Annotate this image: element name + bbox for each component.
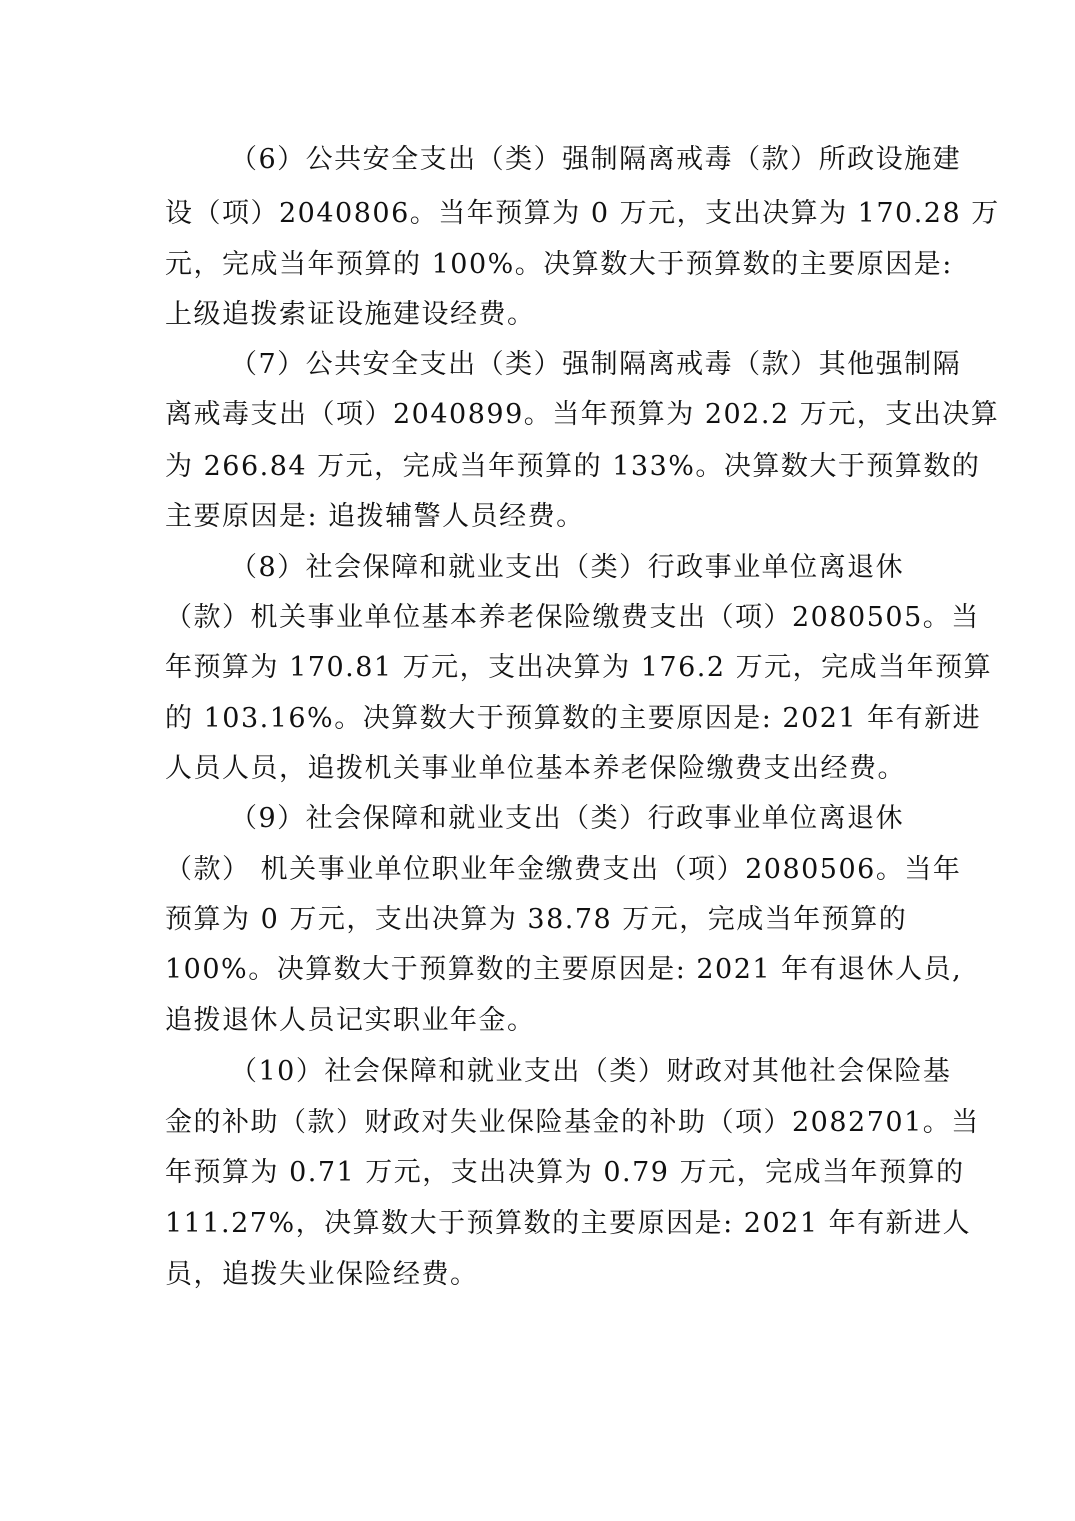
paragraph-6-line-1: （6）公共安全支出（类）强制隔离戒毒（款）所政设施建 (230, 144, 962, 175)
paragraph-10-line-4: 111.27%，决算数大于预算数的主要原因是: 2021 年有新进人 (165, 1208, 972, 1239)
paragraph-10-line-2: 金的补助（款）财政对失业保险基金的补助（项）2082701。当 (165, 1107, 980, 1138)
paragraph-7-line-1: （7）公共安全支出（类）强制隔离戒毒（款）其他强制隔 (230, 349, 962, 380)
paragraph-10-line-1: （10）社会保障和就业支出（类）财政对其他社会保险基 (230, 1056, 952, 1087)
paragraph-6-line-4: 上级追拨索证设施建设经费。 (165, 299, 536, 330)
paragraph-7-line-4: 主要原因是: 追拨辅警人员经费。 (165, 501, 585, 532)
paragraph-8-line-4: 的 103.16%。决算数大于预算数的主要原因是: 2021 年有新进 (165, 703, 982, 734)
paragraph-9-line-5: 追拨退休人员记实职业年金。 (165, 1005, 536, 1036)
paragraph-9-line-3: 预算为 0 万元，支出决算为 38.78 万元，完成当年预算的 (165, 904, 908, 935)
paragraph-6-line-2: 设（项）2040806。当年预算为 0 万元，支出决算为 170.28 万 (165, 198, 1000, 229)
paragraph-9-line-4: 100%。决算数大于预算数的主要原因是: 2021 年有退休人员, (165, 954, 963, 985)
paragraph-8-line-5: 人员人员，追拨机关事业单位基本养老保险缴费支出经费。 (165, 753, 906, 784)
paragraph-8-line-3: 年预算为 170.81 万元，支出决算为 176.2 万元，完成当年预算 (165, 652, 993, 683)
paragraph-7-line-3: 为 266.84 万元，完成当年预算的 133%。决算数大于预算数的 (165, 451, 981, 482)
paragraph-10-line-3: 年预算为 0.71 万元，支出决算为 0.79 万元，完成当年预算的 (165, 1157, 965, 1188)
paragraph-9-line-1: （9）社会保障和就业支出（类）行政事业单位离退休 (230, 803, 905, 834)
paragraph-8-line-2: （款）机关事业单位基本养老保险缴费支出（项）2080505。当 (165, 602, 980, 633)
paragraph-8-line-1: （8）社会保障和就业支出（类）行政事业单位离退休 (230, 552, 905, 583)
paragraph-7-line-2: 离戒毒支出（项）2040899。当年预算为 202.2 万元，支出决算 (165, 399, 1000, 430)
paragraph-10-line-5: 员，追拨失业保险经费。 (165, 1259, 479, 1290)
paragraph-9-line-2: （款） 机关事业单位职业年金缴费支出（项）2080506。当年 (165, 854, 962, 885)
paragraph-6-line-3: 元，完成当年预算的 100%。决算数大于预算数的主要原因是: (165, 249, 953, 280)
